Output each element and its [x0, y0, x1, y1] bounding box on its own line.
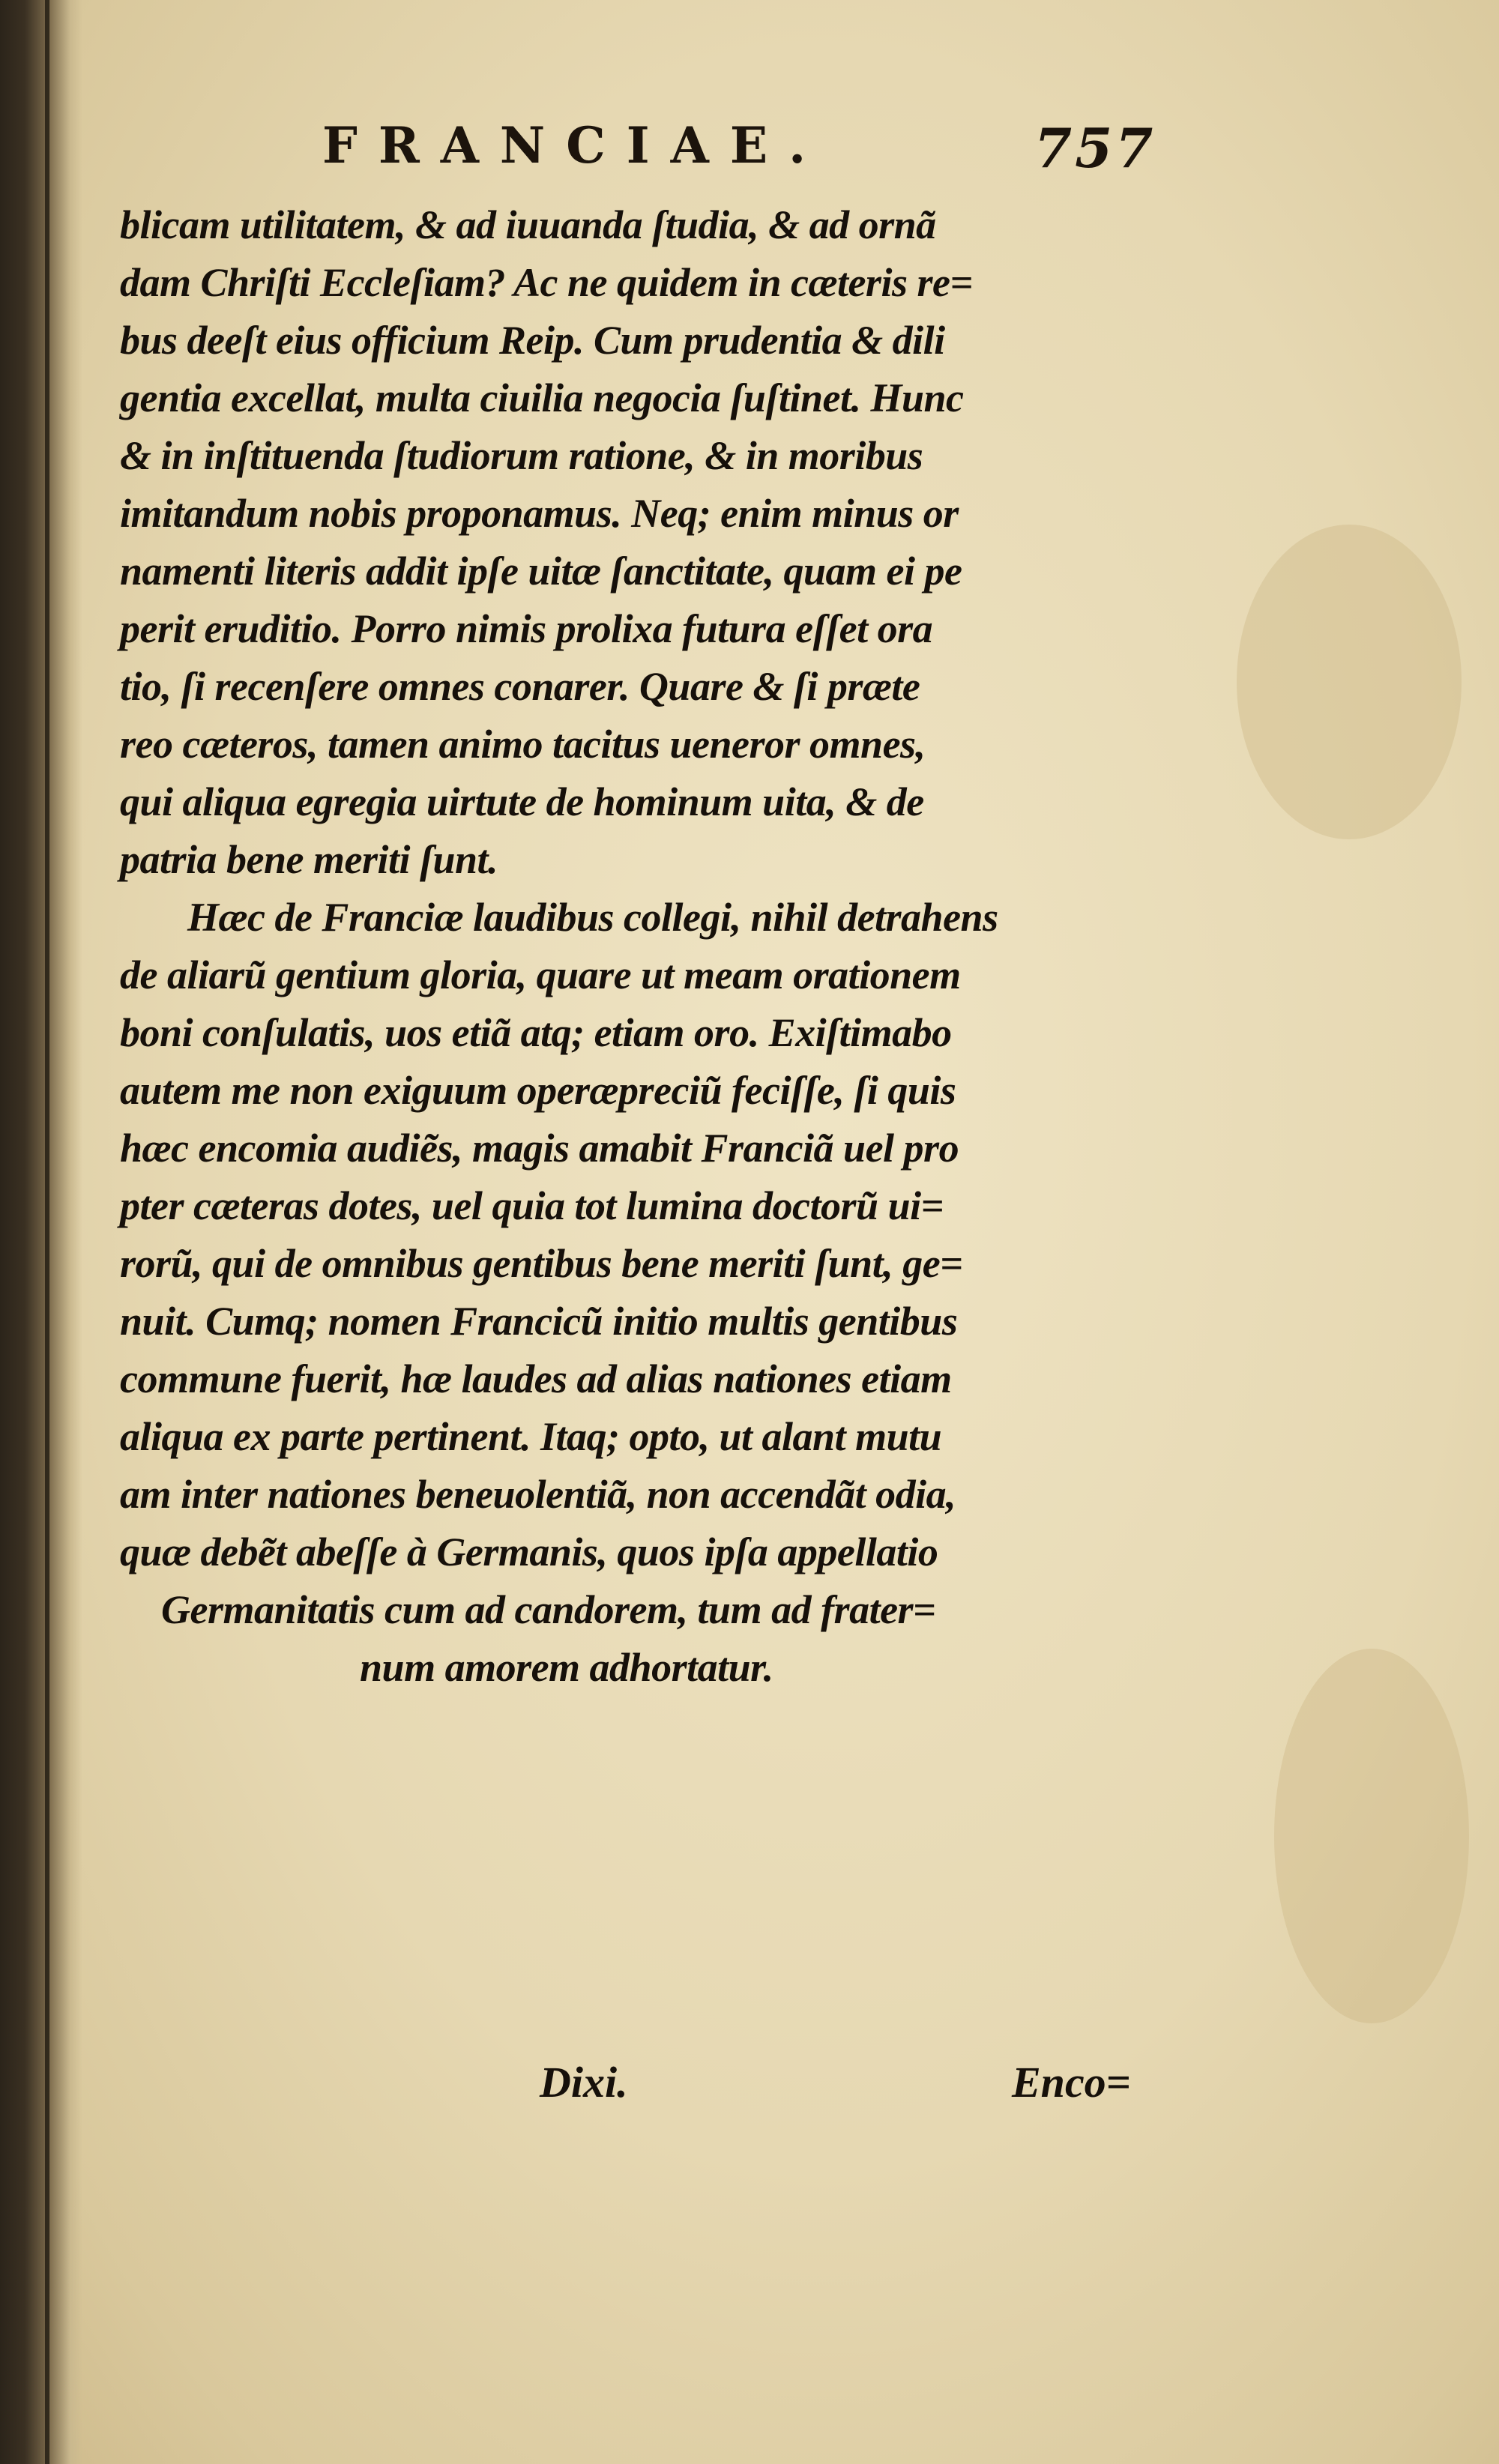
text-line: imitandum nobis proponamus. Neq; enim minus or: [120, 491, 959, 536]
main-text: [120, 196, 1169, 1697]
text-line: Hæc de Franciæ laudibus collegi, nihil detrahens: [187, 895, 998, 940]
text-line: aliqua ex parte pertinent. Itaq; opto, ut alant mutu: [120, 1414, 942, 1459]
text-line: quæ debẽt abeſſe à Germanis, quos ipſa appellatio: [120, 1530, 938, 1574]
running-head: [120, 109, 1184, 191]
text-line: boni conſulatis, uos etiã atq; etiam oro. Exiſtimabo: [120, 1010, 952, 1055]
running-title: FRANCIAE.: [322, 116, 827, 175]
text-line: dam Chriſti Eccleſiam? Ac ne quidem in cæteris re=: [120, 260, 973, 305]
closing-line: Germanitatis cum ad candorem, tum ad frater=: [161, 1587, 936, 1632]
text-line: perit eruditio. Porro nimis prolixa futura eſſet ora: [120, 606, 933, 651]
text-line: bus deeſt eius officium Reip. Cum prudentia & dili: [120, 318, 945, 363]
text-line: nuit. Cumq; nomen Francicũ initio multis gentibus: [120, 1299, 958, 1344]
page-footer: [120, 2057, 1169, 2125]
text-line: autem me non exiguum operæpreciũ feciſſe, ſi quis: [120, 1068, 956, 1113]
closing-line: num amorem adhortatur.: [360, 1645, 773, 1690]
binding-shadow-line: [45, 0, 49, 2464]
text-line: de aliarũ gentium gloria, quare ut meam orationem: [120, 952, 961, 997]
paper-stain: [1274, 1649, 1469, 2023]
page-number: 757: [1034, 116, 1156, 180]
text-line: blicam utilitatem, & ad iuuanda ſtudia, & ad ornã: [120, 202, 936, 247]
text-line: pter cæteras dotes, uel quia tot lumina doctorũ ui=: [120, 1183, 944, 1228]
text-line: gentia excellat, multa ciuilia negocia ſuſtinet. Hunc: [120, 375, 964, 420]
text-line: hæc encomia audiẽs, magis amabit Franciã uel pro: [120, 1126, 959, 1171]
closing-word: Dixi.: [540, 2058, 628, 2107]
binding-gutter: [0, 0, 82, 2464]
text-line: namenti literis addit ipſe uitæ ſanctitate, quam ei pe: [120, 549, 962, 594]
text-line: tio, ſi recenſere omnes conarer. Quare & ſi præte: [120, 664, 920, 709]
text-line: qui aliqua egregia uirtute de hominum uita, & de: [120, 779, 924, 824]
paper-stain: [1237, 525, 1462, 839]
text-line: reo cæteros, tamen animo tacitus ueneror omnes,: [120, 722, 926, 767]
text-line: am inter nationes beneuolentiã, non accendãt odia,: [120, 1472, 956, 1517]
text-line: rorũ, qui de omnibus gentibus bene meriti ſunt, ge=: [120, 1241, 963, 1286]
text-line: commune fuerit, hæ laudes ad alias nationes etiam: [120, 1356, 952, 1401]
text-line: patria bene meriti ſunt.: [120, 837, 498, 882]
catchword: Enco=: [1012, 2058, 1131, 2107]
text-line: & in inſtituenda ſtudiorum ratione, & in moribus: [120, 433, 923, 478]
